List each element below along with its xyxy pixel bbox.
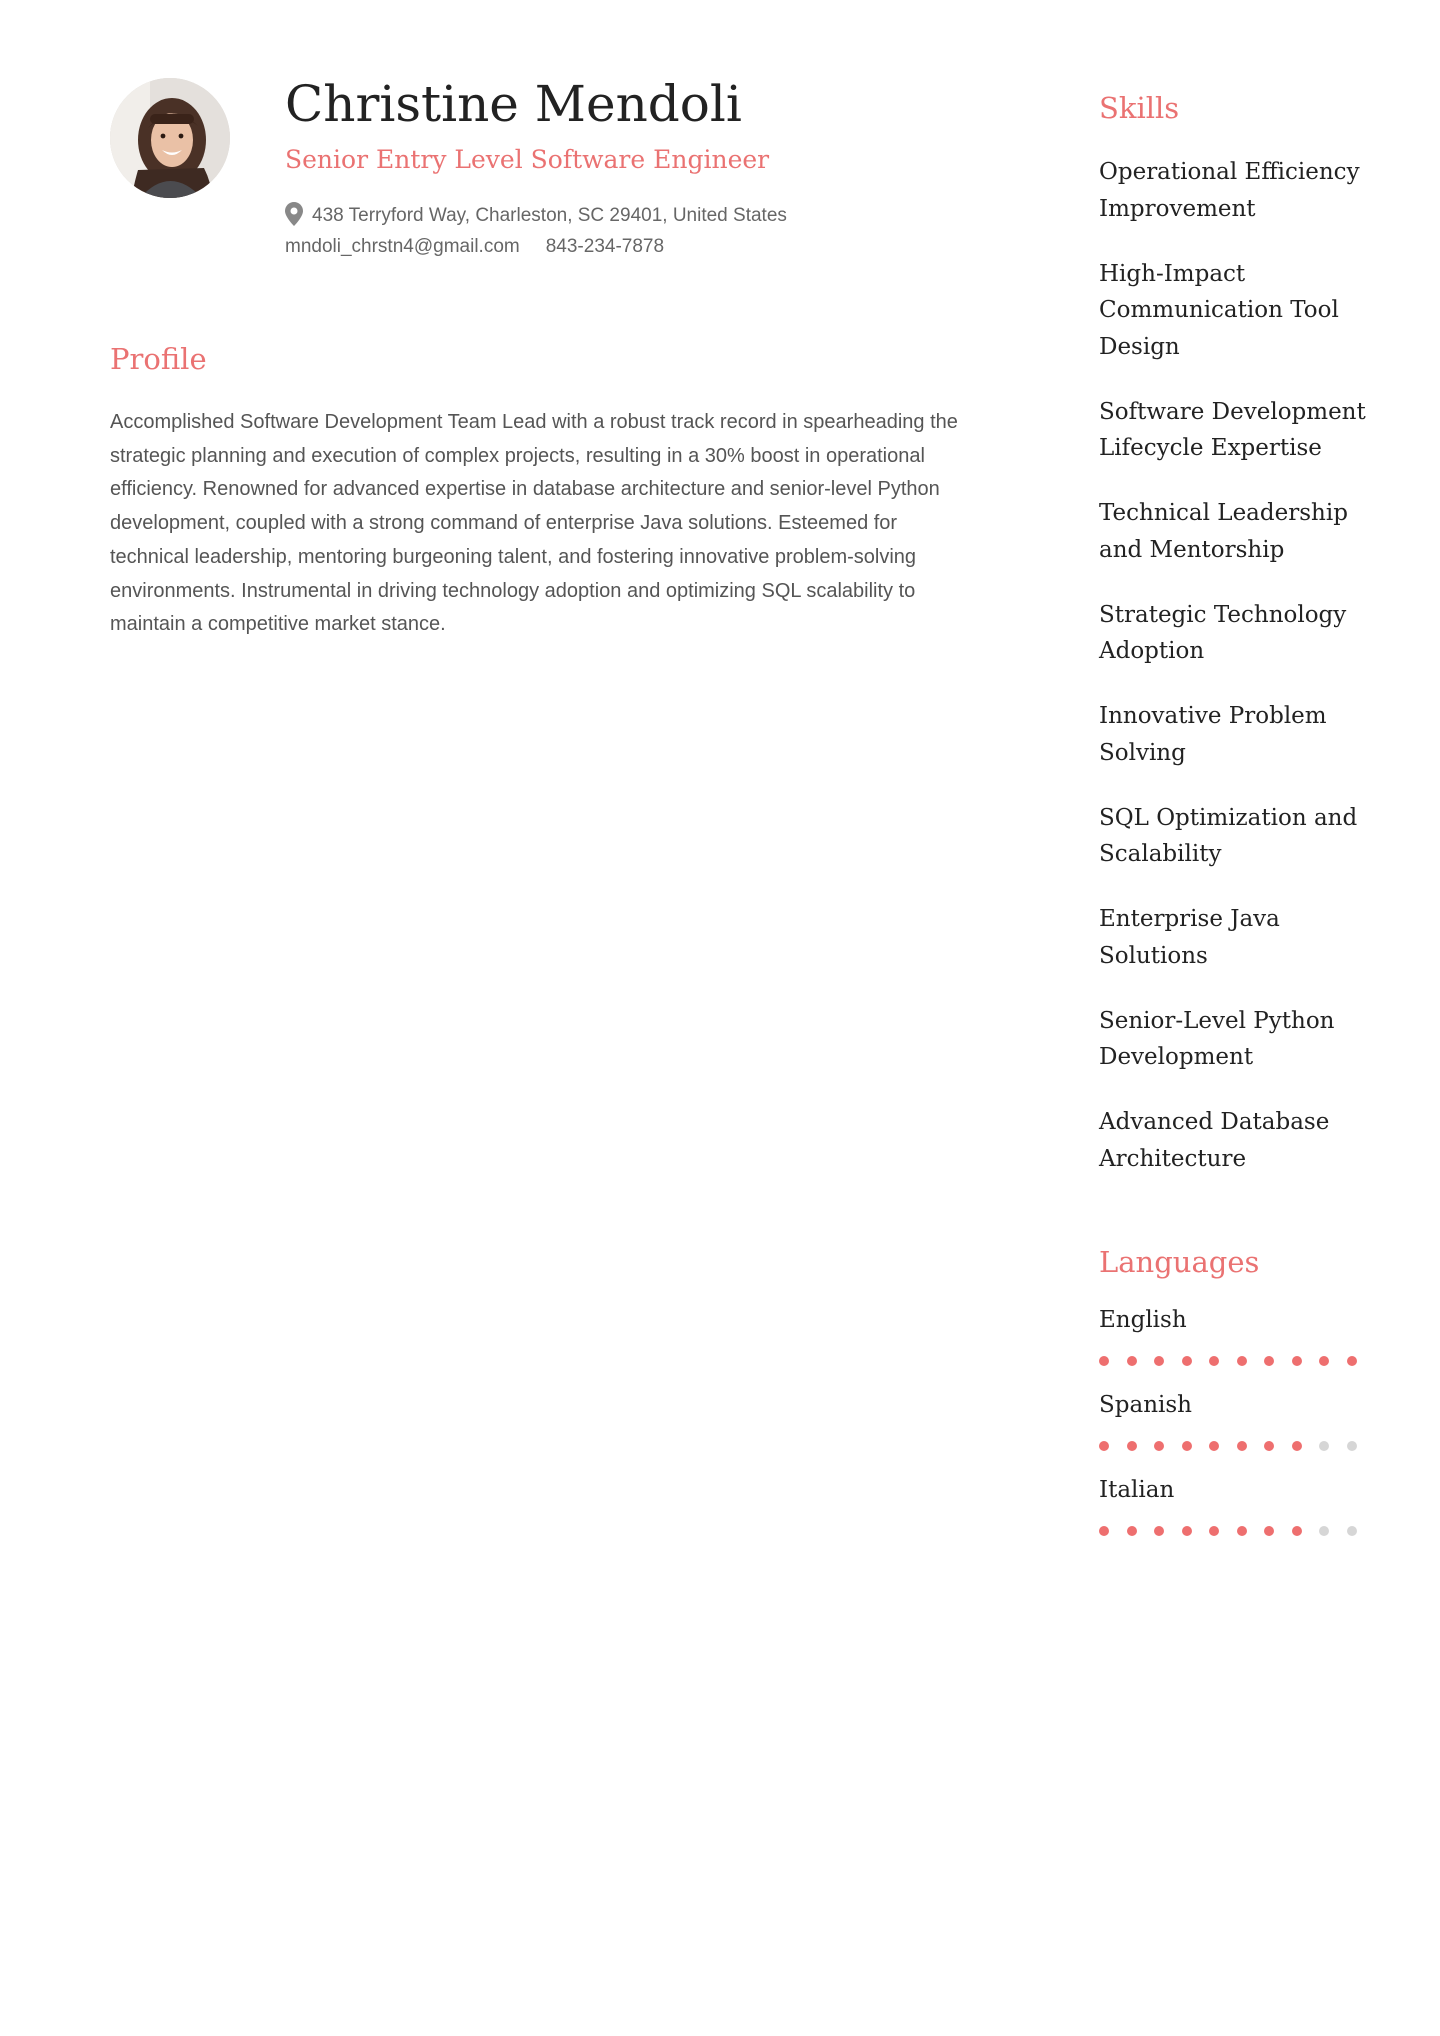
skill-item: Software Development Lifecycle Expertise	[1099, 398, 1366, 461]
language-level-dots	[1099, 1356, 1379, 1368]
level-dot-filled	[1154, 1441, 1164, 1451]
language-name: Italian	[1099, 1477, 1175, 1503]
email-text[interactable]: mndoli_chrstn4@gmail.com	[285, 236, 520, 257]
level-dot-filled	[1264, 1441, 1274, 1451]
phone-text[interactable]: 843-234-7878	[545, 236, 665, 257]
language-level-dots	[1099, 1441, 1379, 1453]
level-dot-filled	[1237, 1526, 1247, 1536]
job-title: Senior Entry Level Software Engineer	[285, 145, 770, 174]
profile-heading: Profile	[110, 342, 207, 376]
level-dot-filled	[1292, 1526, 1302, 1536]
level-dot-filled	[1127, 1526, 1137, 1536]
address-row	[285, 202, 787, 229]
level-dot-filled	[1347, 1356, 1357, 1366]
profile-summary: Accomplished Software Development Team Lead with a robust track record in spearheading the strategic planning and execution of complex projects, resulting in a 30% boost in operational efficiency. Renowned for advanced expertise in database architecture and senior-level Python development, coupled with a strong command of enterprise Java solutions. Esteemed for technical leadership, mentoring burgeoning talent, and fostering innovative problem-solving environments. Instrumental in driving technology adoption and optimizing SQL scalability to maintain a competitive market stance.	[110, 411, 958, 636]
level-dot-empty	[1319, 1526, 1329, 1536]
level-dot-filled	[1209, 1356, 1219, 1366]
level-dot-filled	[1209, 1441, 1219, 1451]
language-name: Spanish	[1099, 1392, 1192, 1418]
level-dot-filled	[1182, 1441, 1192, 1451]
skill-item: Senior-Level Python Development	[1099, 1007, 1335, 1070]
level-dot-empty	[1347, 1526, 1357, 1536]
candidate-name: Christine Mendoli	[285, 75, 742, 133]
level-dot-filled	[1127, 1441, 1137, 1451]
level-dot-filled	[1237, 1441, 1247, 1451]
level-dot-filled	[1264, 1356, 1274, 1366]
languages-heading: Languages	[1099, 1245, 1260, 1279]
level-dot-filled	[1099, 1526, 1109, 1536]
language-name: English	[1099, 1307, 1187, 1333]
skills-heading: Skills	[1099, 91, 1180, 125]
skill-item: Technical Leadership and Mentorship	[1099, 500, 1348, 563]
contact-row	[285, 234, 664, 260]
level-dot-filled	[1209, 1526, 1219, 1536]
level-dot-filled	[1099, 1356, 1109, 1366]
skill-item: High-Impact Communication Tool Design	[1099, 260, 1339, 360]
skill-item: SQL Optimization and Scalability	[1099, 804, 1358, 867]
avatar	[110, 78, 230, 198]
skill-item: Innovative Problem Solving	[1099, 703, 1327, 766]
skill-item: Operational Efficiency Improvement	[1099, 159, 1360, 222]
location-pin-icon	[285, 202, 303, 226]
level-dot-empty	[1347, 1441, 1357, 1451]
level-dot-filled	[1264, 1526, 1274, 1536]
level-dot-filled	[1237, 1356, 1247, 1366]
level-dot-filled	[1182, 1526, 1192, 1536]
language-italian	[1099, 1474, 1379, 1538]
language-level-dots	[1099, 1526, 1379, 1538]
level-dot-filled	[1154, 1356, 1164, 1366]
skill-item: Strategic Technology Adoption	[1099, 601, 1347, 664]
level-dot-filled	[1127, 1356, 1137, 1366]
level-dot-filled	[1154, 1526, 1164, 1536]
level-dot-empty	[1319, 1441, 1329, 1451]
language-spanish	[1099, 1389, 1379, 1453]
level-dot-filled	[1319, 1356, 1329, 1366]
language-english	[1099, 1304, 1379, 1368]
level-dot-filled	[1292, 1441, 1302, 1451]
level-dot-filled	[1182, 1356, 1192, 1366]
skill-item: Advanced Database Architecture	[1099, 1109, 1330, 1172]
avatar-photo	[110, 78, 230, 198]
level-dot-filled	[1292, 1356, 1302, 1366]
address-text: 438 Terryford Way, Charleston, SC 29401, United States	[312, 205, 787, 226]
skills-list	[1099, 154, 1369, 1206]
skill-item: Enterprise Java Solutions	[1099, 906, 1280, 969]
level-dot-filled	[1099, 1441, 1109, 1451]
